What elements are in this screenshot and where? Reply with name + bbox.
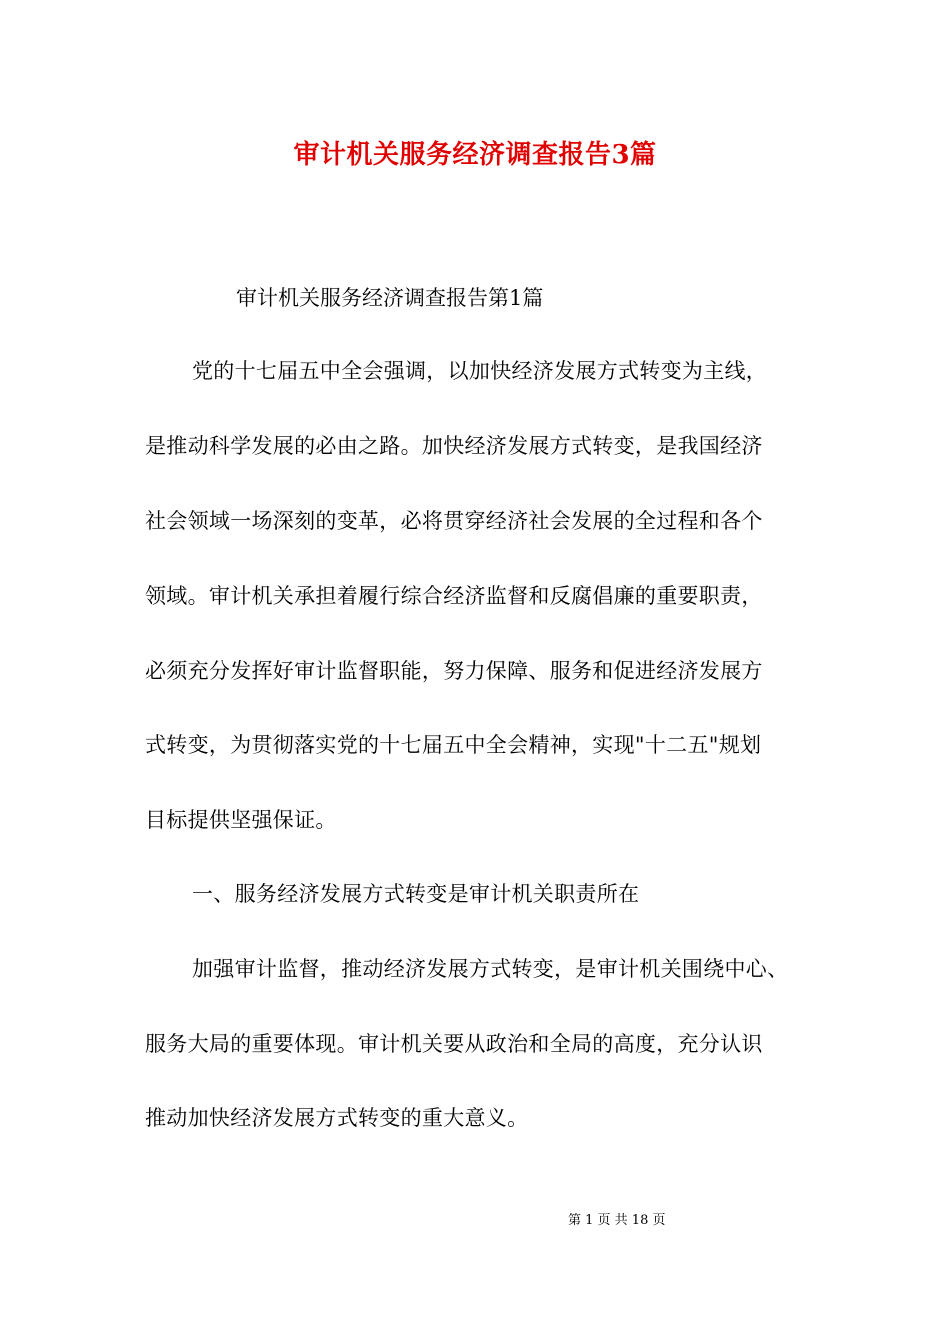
paragraph-line: 推动加快经济发展方式转变的重大意义。 <box>145 1106 529 1130</box>
paragraph-line: 必须充分发挥好审计监督职能，努力保障、服务和促进经济发展方 <box>145 659 763 683</box>
paragraph-line: 党的十七届五中全会强调，以加快经济发展方式转变为主线， <box>192 359 768 383</box>
paragraph-line: 式转变，为贯彻落实党的十七届五中全会精神，实现"十二五"规划 <box>145 733 762 757</box>
paragraph-line: 目标提供坚强保证。 <box>145 808 337 832</box>
paragraph-line: 是推动科学发展的必由之路。加快经济发展方式转变，是我国经济 <box>145 434 763 458</box>
paragraph-line: 服务大局的重要体现。审计机关要从政治和全局的高度，充分认识 <box>145 1032 763 1056</box>
paragraph-line: 社会领域一场深刻的变革，必将贯穿经济社会发展的全过程和各个 <box>145 509 763 533</box>
document-title: 审计机关服务经济调查报告3篇 <box>293 140 657 170</box>
page-number-footer: 第 1 页 共 18 页 <box>568 1213 666 1228</box>
section-subtitle: 审计机关服务经济调查报告第1篇 <box>236 286 544 310</box>
paragraph-line: 领域。审计机关承担着履行综合经济监督和反腐倡廉的重要职责， <box>145 584 763 608</box>
paragraph-line: 加强审计监督，推动经济发展方式转变，是审计机关围绕中心、 <box>192 957 789 981</box>
section-heading: 一、服务经济发展方式转变是审计机关职责所在 <box>192 882 640 906</box>
